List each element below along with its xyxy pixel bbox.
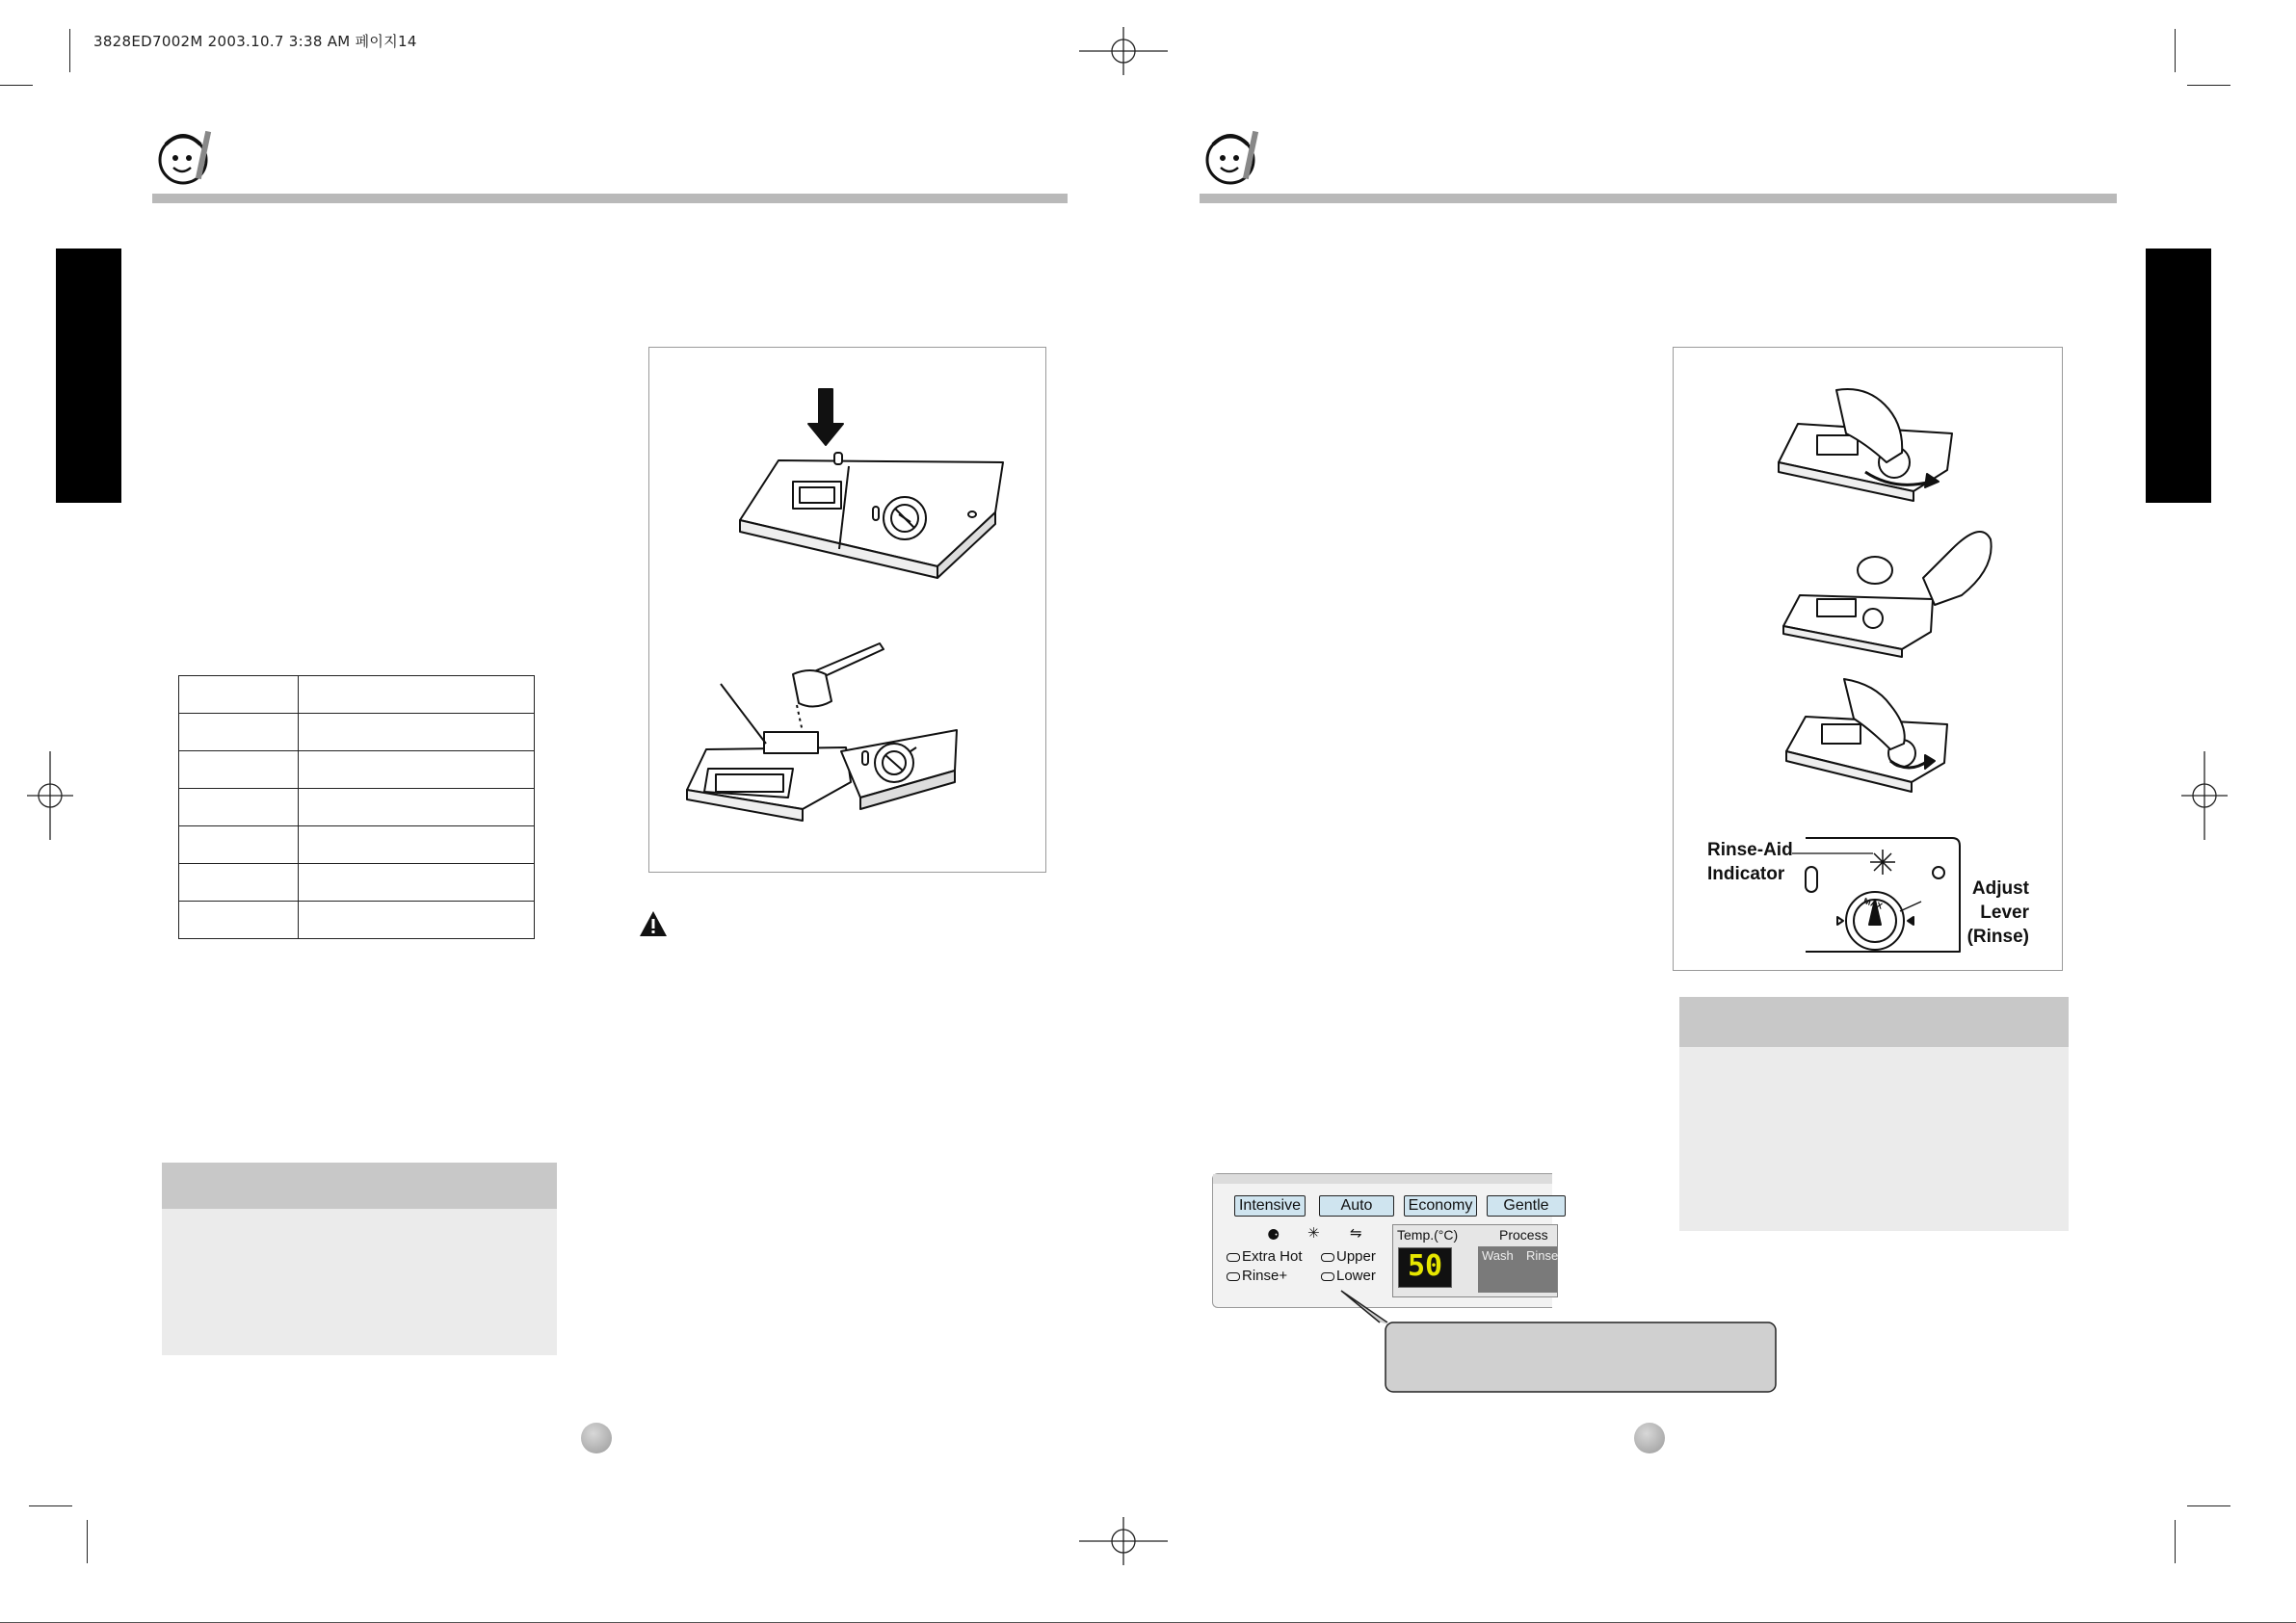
dial-max-label: MAX bbox=[1861, 896, 1885, 911]
option-led-lower bbox=[1321, 1272, 1334, 1281]
table-row bbox=[179, 789, 535, 826]
table-row bbox=[179, 826, 535, 864]
half-load-icon: ⇋ bbox=[1350, 1225, 1362, 1242]
table-row bbox=[179, 714, 535, 751]
side-tab-left bbox=[56, 249, 121, 503]
option-led-extra-hot bbox=[1227, 1253, 1240, 1262]
table-row bbox=[179, 676, 535, 714]
process-label: Process bbox=[1499, 1227, 1548, 1243]
side-tab-right bbox=[2146, 249, 2211, 503]
hardness-table bbox=[178, 675, 535, 939]
temperature-display: 50 bbox=[1398, 1247, 1452, 1288]
option-label-rinse-plus: Rinse+ bbox=[1242, 1268, 1288, 1284]
option-label-extra-hot: Extra Hot bbox=[1242, 1248, 1303, 1265]
rinse-label: Rinse bbox=[1526, 1248, 1559, 1263]
print-slug: 3828ED7002M 2003.10.7 3:38 AM 페이지14 bbox=[93, 33, 417, 50]
option-led-upper bbox=[1321, 1253, 1334, 1262]
rinse-aid-indicator-label: Rinse-Aid Indicator bbox=[1707, 840, 1793, 884]
header-bar-left bbox=[152, 194, 1068, 203]
note-box-left-body bbox=[162, 1209, 557, 1355]
rinse-aid-indicator-icon: ✳ bbox=[1307, 1225, 1320, 1242]
mascot-logo-icon bbox=[1200, 123, 1267, 191]
mascot-logo-icon bbox=[152, 123, 220, 191]
table-row bbox=[179, 751, 535, 789]
temp-label: Temp.(°C) bbox=[1397, 1227, 1459, 1243]
callout-bubble bbox=[1330, 1291, 1792, 1406]
note-box-right-header bbox=[1679, 997, 2069, 1047]
salt-indicator-icon: ⚈ bbox=[1267, 1227, 1280, 1243]
adjust-lever-label: Adjust Lever (Rinse) bbox=[1966, 878, 2029, 947]
note-box-left-header bbox=[162, 1163, 557, 1209]
page-number-dot-right bbox=[1634, 1423, 1665, 1453]
warning-triangle-icon bbox=[638, 909, 669, 938]
program-button-intensive[interactable]: Intensive bbox=[1234, 1195, 1306, 1217]
header-bar-right bbox=[1200, 194, 2117, 203]
wash-label: Wash bbox=[1482, 1248, 1514, 1263]
table-row bbox=[179, 864, 535, 902]
option-label-lower: Lower bbox=[1336, 1268, 1376, 1284]
option-label-upper: Upper bbox=[1336, 1248, 1376, 1265]
program-button-economy[interactable]: Economy bbox=[1404, 1195, 1477, 1217]
page-number-dot-left bbox=[581, 1423, 612, 1453]
table-row bbox=[179, 902, 535, 939]
control-panel bbox=[1212, 1173, 1559, 1308]
note-box-right-body bbox=[1679, 1047, 2069, 1231]
detergent-dispenser-illustration bbox=[648, 347, 1046, 873]
option-led-rinse-plus bbox=[1227, 1272, 1240, 1281]
program-button-auto[interactable]: Auto bbox=[1319, 1195, 1394, 1217]
program-button-gentle[interactable]: Gentle bbox=[1487, 1195, 1566, 1217]
